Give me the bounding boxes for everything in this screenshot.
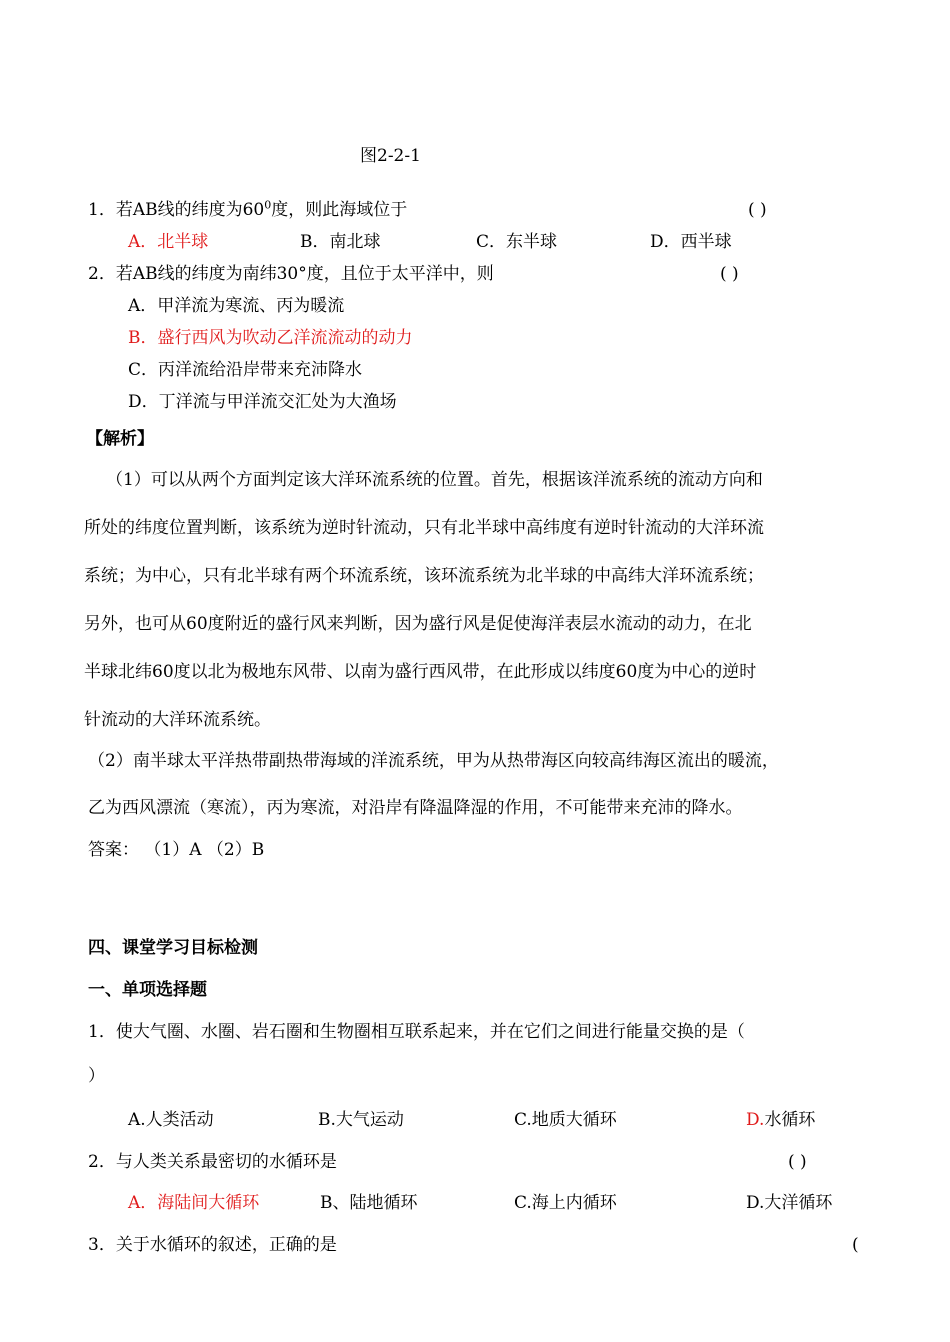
test-question-2-answer-paren: ( ) [788,1152,807,1172]
answer-line: 答案： （1）A （2）B [88,840,265,860]
tq1-option-c: C.地质大循环 [514,1110,617,1130]
tq1-option-a: A.人类活动 [128,1110,214,1130]
question-1-stem-a: 1．若AB线的纬度为60 [88,200,265,220]
analysis-p1-line: 系统；为中心，只有北半球有两个环流系统，该环流系统为北半球的中高纬大洋环流系统； [84,566,764,586]
tq2-option-b: B、陆地循环 [320,1193,418,1213]
analysis-p1-line: 针流动的大洋环流系统。 [84,710,271,730]
test-question-1-stem: 1．使大气圈、水圈、岩石圈和生物圈相互联系起来，并在它们之间进行能量交换的是（ [88,1022,745,1042]
degree-superscript: 0 [264,198,272,212]
q2-option-d: D．丁洋流与甲洋流交汇处为大渔场 [128,392,397,412]
tq1-option-d-text: 水循环 [764,1110,816,1130]
figure-caption: 图2-2-1 [360,146,421,166]
analysis-p1-line: （1）可以从两个方面判定该大洋环流系统的位置。首先，根据该洋流系统的流动方向和 [106,470,763,490]
tq2-option-a: A．海陆间大循环 [128,1193,260,1213]
test-question-2-stem: 2．与人类关系最密切的水循环是 [88,1152,337,1172]
q1-option-a: A．北半球 [128,232,209,252]
q2-option-b: B．盛行西风为吹动乙洋流流动的动力 [128,328,413,348]
question-1-stem [88,199,407,221]
tq2-option-c: C.海上内循环 [514,1193,617,1213]
q2-option-c: C．丙洋流给沿岸带来充沛降水 [128,360,363,380]
tq1-option-d [746,1109,815,1131]
q2-option-a: A．甲洋流为寒流、丙为暖流 [128,296,345,316]
analysis-p2-line: （2）南半球太平洋热带副热带海域的洋流系统，甲为从热带海区向较高纬海区流出的暖流， [88,751,779,771]
q1-option-d: D．西半球 [650,232,732,252]
test-question-3-stem: 3．关于水循环的叙述，正确的是 [88,1235,337,1255]
subsection-title: 一、单项选择题 [88,980,207,1000]
question-2-stem: 2．若AB线的纬度为南纬30°度，且位于太平洋中，则 [88,264,494,284]
test-question-3-answer-paren: ( [852,1235,859,1255]
question-1-stem-b: 度，则此海域位于 [271,200,408,220]
analysis-p1-line: 半球北纬60度以北为极地东风带、以南为盛行西风带，在此形成以纬度60度为中心的逆时 [84,662,757,682]
q1-option-c: C．东半球 [476,232,558,252]
analysis-p1-line: 所处的纬度位置判断，该系统为逆时针流动，只有北半球中高纬度有逆时针流动的大洋环流 [84,518,764,538]
analysis-p1-line: 另外，也可从60度附近的盛行风来判断，因为盛行风是促使海洋表层水流动的动力，在北 [84,614,752,634]
tq2-option-d: D.大洋循环 [746,1193,833,1213]
section-title: 四、课堂学习目标检测 [88,938,258,958]
analysis-p2-line: 乙为西风漂流（寒流），丙为寒流，对沿岸有降温降湿的作用，不可能带来充沛的降水。 [88,798,743,818]
question-2-answer-paren: ( ) [720,264,739,284]
analysis-heading: 【解析】 [86,429,154,449]
question-1-answer-paren: ( ) [748,200,767,220]
test-question-1-stem-cont: ） [88,1066,105,1086]
q1-option-b: B．南北球 [300,232,381,252]
tq1-option-d-letter: D. [746,1110,765,1130]
tq1-option-b: B.大气运动 [318,1110,404,1130]
